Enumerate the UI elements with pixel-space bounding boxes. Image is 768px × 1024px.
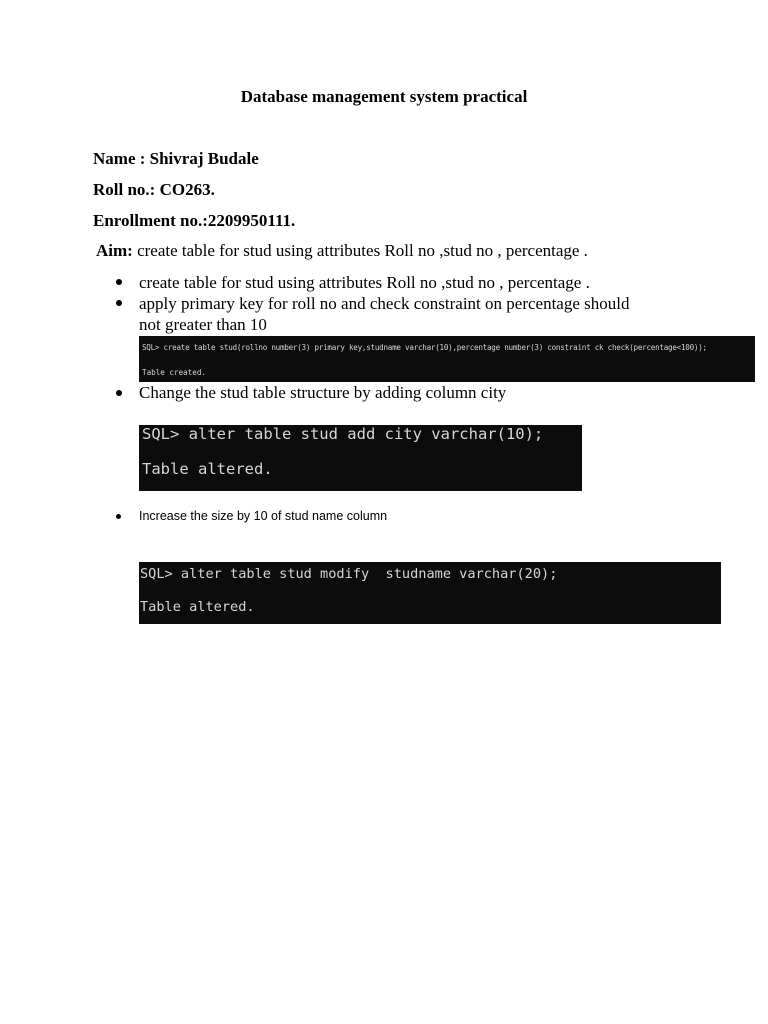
sql-result: Table altered. (142, 460, 273, 478)
bullet-dot (116, 390, 122, 396)
aim-text: create table for stud using attributes Roll no ,stud no , percentage . (132, 241, 588, 260)
student-name: Name : Shivraj Budale (93, 149, 259, 168)
bullet-item: apply primary key for roll no and check constraint on percentage should (139, 294, 630, 313)
bullet-dot (116, 300, 122, 306)
document-title: Database management system practical (240, 87, 528, 106)
sql-command: SQL> create table stud(rollno number(3) primary key,studname varchar(10),percentage number(3) constraint ck check(percentage<100)); (142, 343, 707, 352)
sql-terminal-screenshot (139, 562, 721, 624)
sql-command: SQL> alter table stud modify studname varchar(20); (140, 566, 558, 582)
bullet-item: Change the stud table structure by adding column city (139, 383, 507, 402)
roll-number: Roll no.: CO263. (93, 180, 215, 199)
bullet-dot (116, 514, 121, 519)
sql-terminal-screenshot (139, 425, 582, 491)
sql-result: Table altered. (140, 599, 255, 615)
bullet-dot (116, 279, 122, 285)
bullet-item-continuation: not greater than 10 (139, 315, 267, 334)
sql-command: SQL> alter table stud add city varchar(10); (142, 425, 544, 443)
sql-terminal-screenshot (139, 336, 755, 382)
aim-label: Aim: (96, 241, 133, 260)
sql-result: Table created. (142, 368, 207, 377)
enrollment-number: Enrollment no.:2209950111. (93, 211, 296, 230)
aim-line (96, 241, 588, 261)
bullet-item: create table for stud using attributes Roll no ,stud no , percentage . (139, 273, 590, 292)
bullet-item: Increase the size by 10 of stud name column (139, 509, 388, 523)
